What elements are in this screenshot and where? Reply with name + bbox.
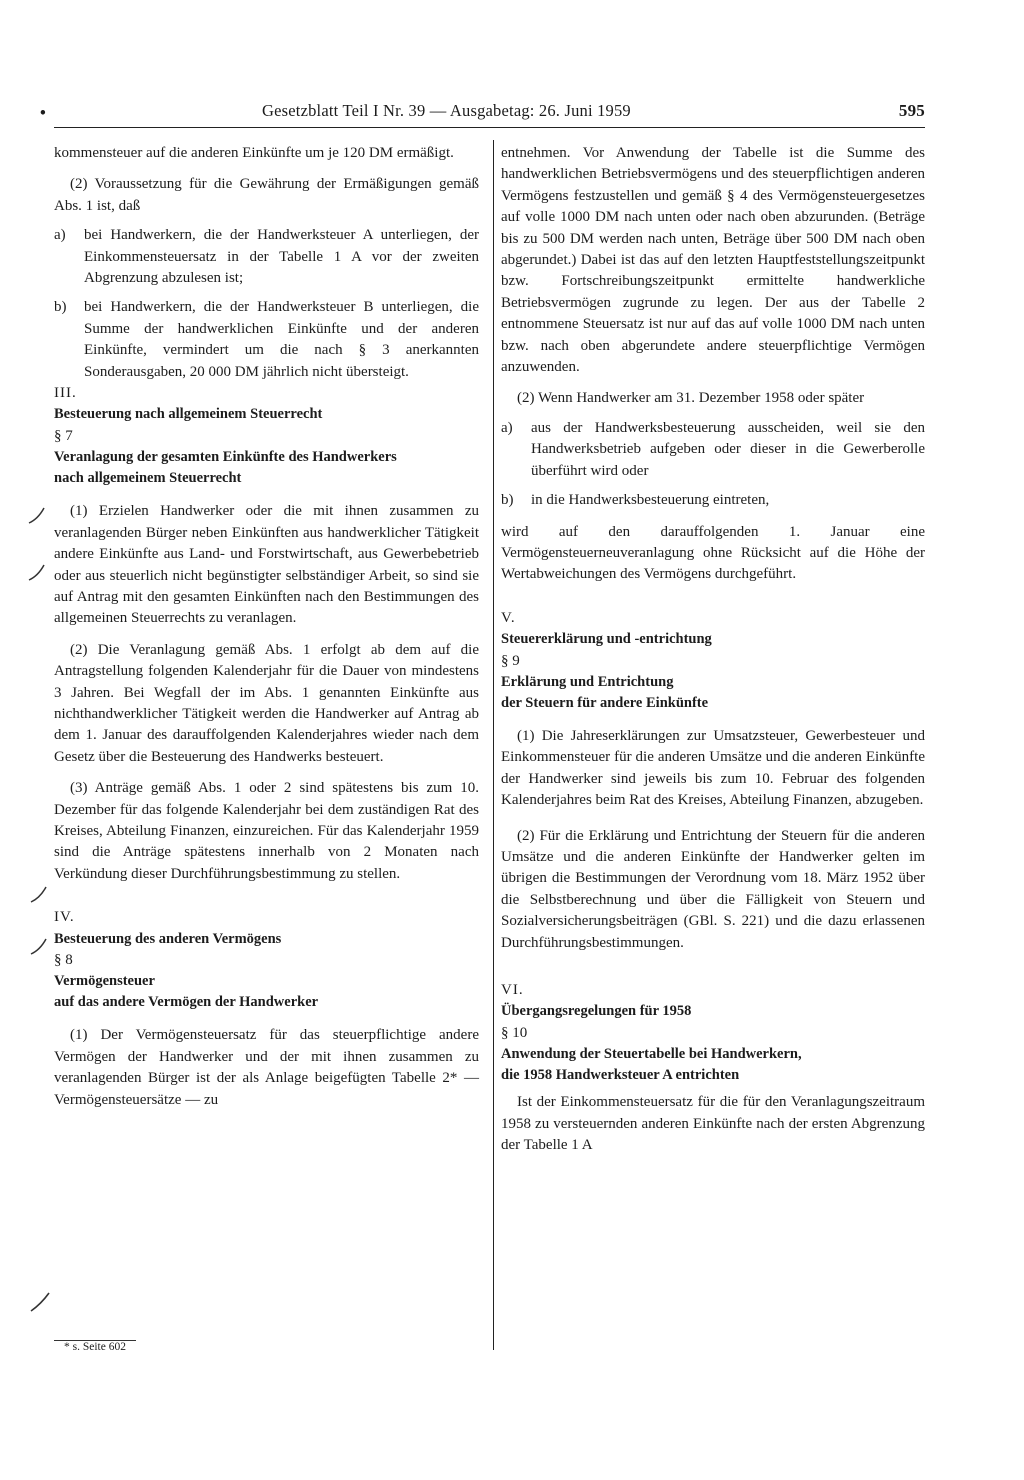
list-marker: b): [501, 492, 514, 509]
paragraph-number: § 10: [501, 1024, 528, 1041]
list-marker: a): [501, 419, 513, 436]
margin-check-mark: [28, 1290, 52, 1314]
paragraph-title-line: Anwendung der Steuertabelle bei Handwerkern,: [501, 1046, 802, 1063]
list-text: in die Handwerksbesteuerung eintreten,: [531, 492, 770, 509]
paragraph-9-2: (2) Für die Erklärung und Entrichtung der Steuern für die anderen Umsätze und die anderen Einkünfte der Handwerker gelten im übrigen die Bestimmungen der Verordnung vom 18. März 1952 über die Selbstberechnung und über die Fälligkeit von Steuern und Sozialversicherungsbeiträgen (GBl. S. 221) und die dazu erlassenen Durchführungsbestimmungen.: [501, 827, 925, 951]
paragraph-9-1: (1) Die Jahreserklärungen zur Umsatzsteuer, Gewerbesteuer und Einkommensteuer für die anderen Umsätze und die anderen Einkünfte der Handwerker sind jeweils bis zum 10. Februar des folgenden Kalenderjahres beim Rat des Kreises, Abteilung Finanzen, abzugeben.: [501, 727, 925, 809]
section-title: Besteuerung nach allgemeinem Steuerrecht: [54, 406, 323, 423]
margin-check-mark: [28, 884, 50, 906]
paragraph-title: [501, 672, 925, 714]
section-number: IV.: [54, 909, 75, 926]
paragraph-title-line: nach allgemeinem Steuerrecht: [54, 470, 242, 487]
column-divider: [493, 140, 494, 1350]
list-marker: a): [54, 227, 66, 244]
section-number: VI.: [501, 982, 524, 998]
paragraph-title: [54, 971, 479, 1013]
right-paragraph-continuation: entnehmen. Vor Anwendung der Tabelle ist die Summe des handwerklichen Betriebsvermögens und des steuerpflichtigen anderen Vermögens festzustellen und gemäß § 4 des Vermögensteuergesetzes auf volle 1000 DM nach unten oder nach oben abzurunden. (Beträge bis zu 500 DM werden nach unten, Beträge über 500 DM nach oben abgerundet.) Dabei ist das auf den letzten Hauptfeststellungszeitpunkt bzw. Fortschreibungszeitpunkt ermittelte handwerkliche Betriebsvermögen zugrunde zu legen. Der aus der Tabelle 2 entnommene Steuersatz ist nur auf das auf volle 1000 DM nach unten bzw. nach oben abgerundete andere steuerpflichtige Vermögen anzuwenden.: [501, 145, 925, 376]
list-marker: b): [54, 299, 67, 316]
list-text: aus der Handwerksbesteuerung ausscheiden, weil sie den Handwerksbetrieb aufgeben oder dieser in die Gewerberolle überführt wird oder: [531, 419, 925, 479]
paragraph-8-1: (1) Der Vermögensteuersatz für das steuerpflichtige andere Vermögen der Handwerker und der mit ihnen zusammen zu veranlagenden Bürger ist der als Anlage beigefügten Tabelle 2* — Vermögensteuersätze — zu: [54, 1027, 479, 1108]
margin-check-mark: [28, 936, 50, 958]
section-number: III.: [54, 385, 77, 402]
paragraph-number: § 8: [54, 952, 73, 968]
paragraph-number: § 9: [501, 652, 520, 669]
paragraph-title-line: Erklärung und Entrichtung: [501, 673, 674, 690]
paragraph-7-2: (2) Die Veranlagung gemäß Abs. 1 erfolgt ab dem auf die Antragstellung folgenden Kalenderjahr für die Dauer von mindestens 3 Jahren. Bei Wegfall der im Abs. 1 genannten Einkünfte aus nichthandwerklicher Tätigkeit werden die Handwerker auf Antrag ab dem 1. Januar des darauffolgenden Kalenderjahres wieder nach dem Gesetz über die Besteuerung des Handwerks besteuert.: [54, 641, 479, 765]
paragraph-title-line: die 1958 Handwerksteuer A entrichten: [501, 1067, 740, 1084]
left-column: [54, 143, 479, 1111]
paragraph-title: [54, 447, 479, 489]
header-dot: •: [40, 103, 46, 122]
footnote: * s. Seite 602: [64, 1341, 126, 1353]
paragraph-title-line: Vermögensteuer: [54, 973, 155, 990]
list-item-a: [501, 418, 925, 482]
list-text: bei Handwerkern, die der Handwerksteuer A unterliegen, der Einkommensteuersatz in der Tabelle 1 A vor der zweiten Abgrenzung abzulesen ist;: [84, 227, 479, 287]
header-title: Gesetzblatt Teil I Nr. 39 — Ausgabetag: 26. Juni 1959: [262, 101, 631, 120]
page-header: [40, 101, 925, 127]
right-paragraph-3: wird auf den darauffolgenden 1. Januar eine Vermögensteuerneuveranlagung ohne Rücksicht auf die Höhe der Wertabweichungen des Vermögens durchgeführt.: [501, 523, 925, 583]
margin-check-mark: [26, 505, 48, 527]
paragraph-7-1: (1) Erzielen Handwerker oder die mit ihnen zusammen zu veranlagenden Bürger neben Einkünften aus handwerklicher Tätigkeit andere Einkünfte aus Land- und Forstwirtschaft, aus Gewerbebetrieb oder aus steuerlich nicht begünstigter selbständiger Arbeit, so sind sie auf Antrag mit den gesamten Einkünften nach den Bestimmungen des allgemeinen Steuerrechts zu veranlagen.: [54, 503, 479, 627]
paragraph-title: [501, 1044, 925, 1086]
paragraph-title-line: Veranlagung der gesamten Einkünfte des Handwerkers: [54, 449, 397, 466]
margin-check-mark: [26, 562, 48, 584]
right-paragraph-2: (2) Wenn Handwerker am 31. Dezember 1958 oder später: [517, 390, 865, 407]
section-title: Besteuerung des anderen Vermögens: [54, 930, 282, 947]
left-paragraph-2: (2) Voraussetzung für die Gewährung der Ermäßigungen gemäß Abs. 1 ist, daß: [54, 176, 479, 214]
page-number: 595: [898, 101, 925, 120]
right-column: [501, 143, 925, 1156]
list-item-b: [501, 490, 925, 511]
list-item-b: [54, 297, 479, 383]
header-rule: [54, 127, 925, 128]
paragraph-10-1: Ist der Einkommensteuersatz für die für den Veranlagungszeitraum 1958 zu versteuernden anderen Einkünfte nach der ersten Abgrenzung der Tabelle 1 A: [501, 1094, 925, 1154]
paragraph-title-line: der Steuern für andere Einkünfte: [501, 694, 709, 711]
left-paragraph-continuation: kommensteuer auf die anderen Einkünfte um je 120 DM ermäßigt.: [54, 145, 454, 161]
list-text: bei Handwerkern, die der Handwerksteuer B unterliegen, die Summe der handwerklichen Einkünfte und der anderen Einkünfte, vermindert um die nach § 3 anerkannten Sonderausgaben, 20 000 DM jährlich nicht übersteigt.: [84, 299, 479, 380]
list-item-a: [54, 225, 479, 289]
section-number: V.: [501, 609, 516, 626]
section-title: Steuererklärung und -entrichtung: [501, 631, 712, 648]
paragraph-7-3: (3) Anträge gemäß Abs. 1 oder 2 sind spätestens bis zum 10. Dezember für das folgende Kalenderjahr bei dem zuständigen Rat des Kreises, Abteilung Finanzen, einzureichen. Für das Kalenderjahr 1959 sind die Anträge spätestens innerhalb von 2 Monaten nach Verkündung dieser Durchführungsbestimmung zu stellen.: [54, 780, 479, 882]
paragraph-title-line: auf das andere Vermögen der Handwerker: [54, 994, 319, 1011]
section-title: Übergangsregelungen für 1958: [501, 1003, 692, 1020]
paragraph-number: § 7: [54, 427, 73, 444]
